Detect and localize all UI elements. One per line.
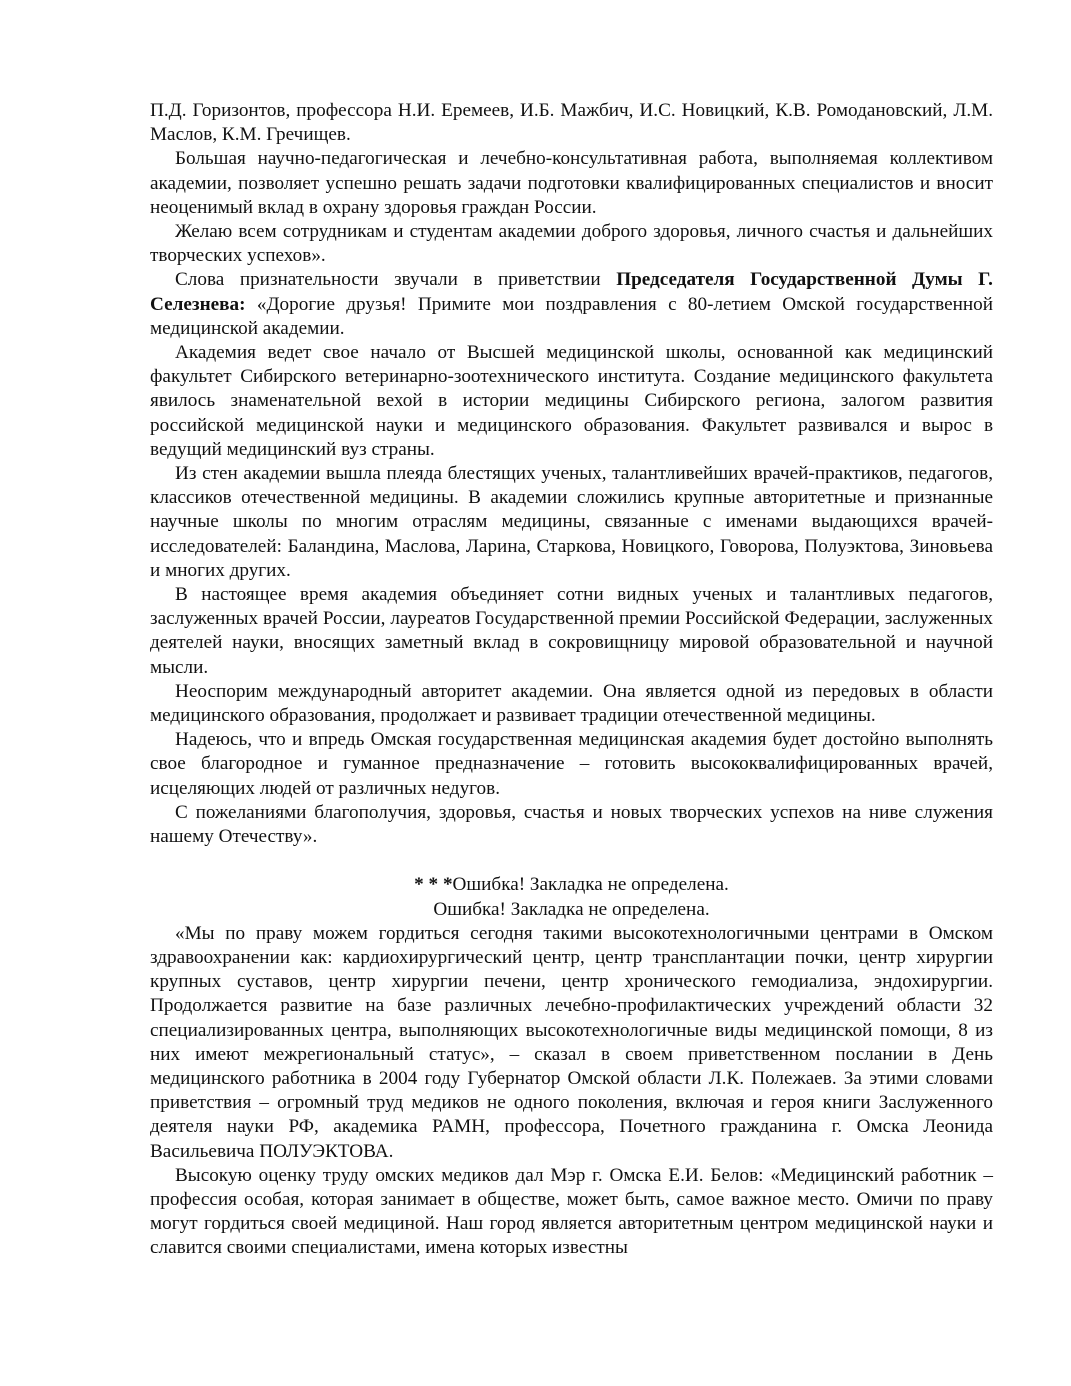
paragraph: Желаю всем сотрудникам и студентам академии доброго здоровья, личного счастья и дальнейших творческих успехов».	[150, 221, 993, 267]
paragraph: Большая научно-педагогическая и лечебно-консультативная работа, выполняемая коллективом академии, позволяет успешно решать задачи подготовки квалифицированных специалистов и вносит неоценимый вклад в охрану здоровья граждан России.	[150, 148, 993, 218]
bookmark-error: Ошибка! Закладка не определена.	[452, 874, 729, 896]
separator-stars: * * *	[414, 874, 453, 896]
bookmark-error: Ошибка! Закладка не определена.	[433, 898, 710, 920]
paragraph: Академия ведет свое начало от Высшей медицинской школы, основанной как медицинский факультет Сибирского ветеринарно-зоотехнического института. Создание медицинского факультета явилось знаменательной вехой в истории медицины Сибирского региона, залогом развития российской медицинской науки и медицинского образования. Факультет развивался и вырос в ведущий медицинский вуз страны.	[150, 342, 993, 460]
paragraph: В настоящее время академия объединяет сотни видных ученых и талантливых педагогов, заслуженных врачей России, лауреатов Государственной премии Российской Федерации, заслуженных деятелей науки, вносящих заметный вклад в сокровищницу мировой образовательной и научной мысли.	[150, 584, 993, 678]
paragraph: Высокую оценку труду омских медиков дал Мэр г. Омска Е.И. Белов: «Медицинский работник – профессия особая, которая занимает в обществе, может быть, самое важное место. Омичи по праву могут гордиться своей медициной. Наш город является авторитетным центром медицинской науки и славится своими специалистами, имена которых известны	[150, 1164, 993, 1259]
paragraph: «Мы по праву можем гордиться сегодня такими высокотехнологичными центрами в Омском здравоохранении как: кардиохирургический центр, центр трансплантации почки, центр хирургии крупных суставов, центр хирургии печени, центр хронического гемодиализа, эндохирургии. Продолжается развитие на базе различных лечебно-профилактических учреждений области 32 специализированных центра, выполняющих высокотехнологичные виды медицинской помощи, 8 из них имеют межрегиональный статус», – сказал в своем приветственном послании в День медицинского работника в 2004 году Губернатор Омской области Л.К. Полежаев. За этими словами приветствия – огромный труд медиков не одного поколения, включая и героя книги Заслуженного деятеля науки РФ, академика РАМН, профессора, Почетного гражданина г. Омска Леонида Васильевича ПОЛУЭКТОВА.	[150, 922, 993, 1162]
section-separator	[150, 873, 993, 897]
paragraph-text: Слова признательности звучали в приветствии	[175, 269, 617, 291]
paragraph-text: «Дорогие друзья! Примите мои поздравления с 80-летием Омской государственной медицинской академии.	[150, 293, 993, 339]
paragraph: Из стен академии вышла плеяда блестящих ученых, талантливейших врачей-практиков, педагогов, классиков отечественной медицины. В академии сложились крупные авторитетные и признанные научные школы по многим отраслям медицины, связанные с именами выдающихся врачей-исследователей: Баландина, Маслова, Ларина, Старкова, Новицкого, Говорова, Полуэктова, Зиновьева и многих других.	[150, 463, 993, 581]
paragraph: Неоспорим международный авторитет академии. Она является одной из передовых в области медицинского образования, продолжает и развивает традиции отечественной медицины.	[150, 680, 993, 727]
bold-speaker-title: Председателя Государственной Думы Г. Селезнева:	[150, 269, 993, 315]
paragraph-duma-greeting	[150, 268, 993, 341]
blank-line	[150, 849, 993, 873]
paragraph: С пожеланиями благополучия, здоровья, счастья и новых творческих успехов на ниве служения нашему Отечеству».	[150, 801, 993, 848]
document-page	[150, 99, 993, 1261]
paragraph: Надеюсь, что и впредь Омская государственная медицинская академия будет достойно выполнять свое благородное и гуманное предназначение – готовить высококвалифицированных врачей, исцеляющих людей от различных недугов.	[150, 729, 993, 799]
paragraph: П.Д. Горизонтов, профессора Н.И. Еремеев, И.Б. Мажбич, И.С. Новицкий, К.В. Ромодановский, Л.М. Маслов, К.М. Гречищев.	[150, 100, 993, 146]
